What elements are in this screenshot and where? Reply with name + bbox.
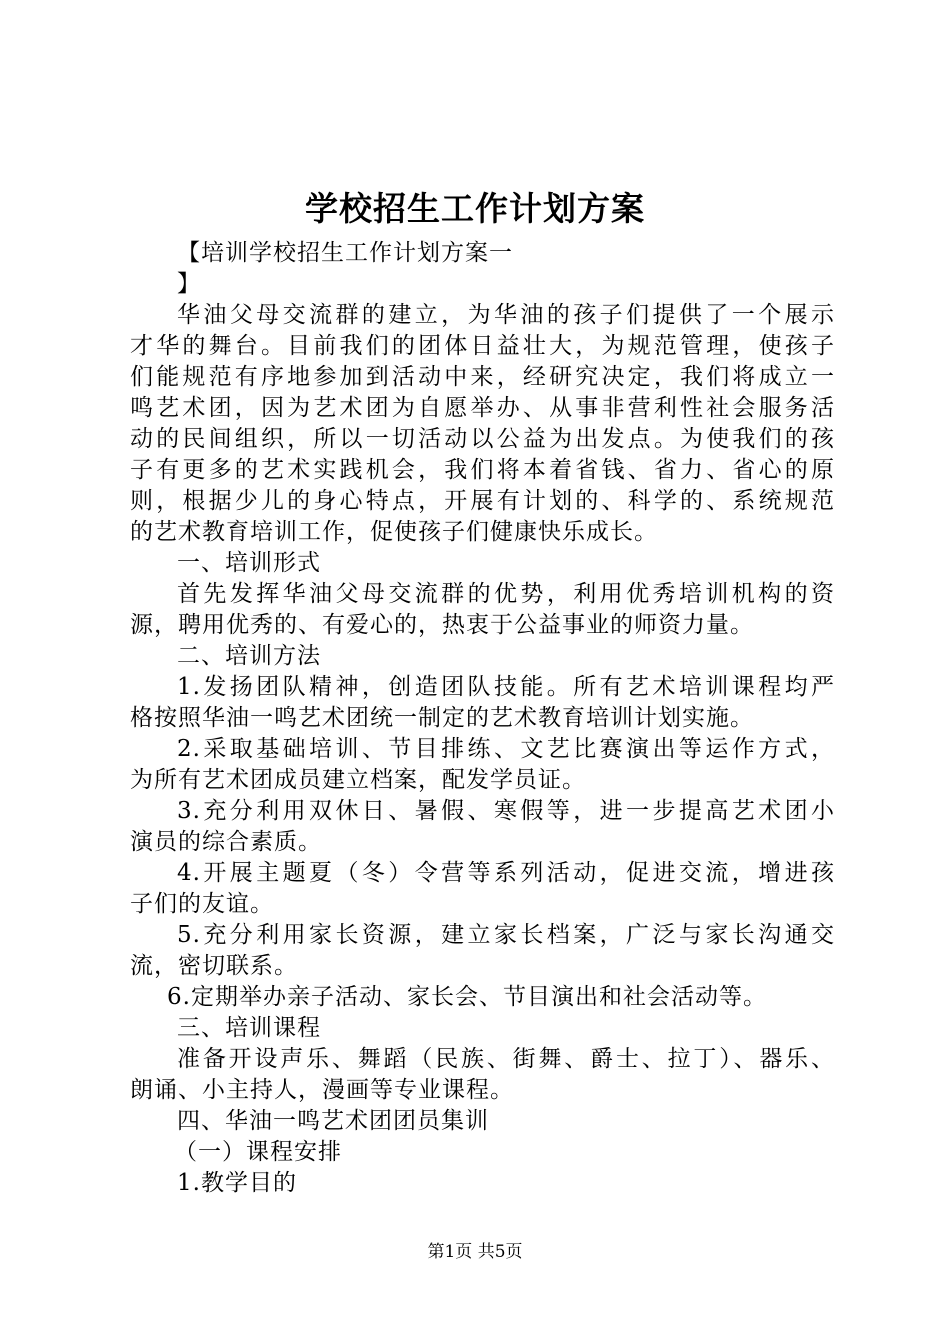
document-title: 学校招生工作计划方案 xyxy=(305,189,645,228)
text-line: 的艺术教育培训工作，促使孩子们健康快乐成长。 xyxy=(130,519,658,545)
text-line: 子有更多的艺术实践机会，我们将本着省钱、省力、省心的原 xyxy=(130,457,835,483)
page-footer: 第1页 共5页 xyxy=(427,1242,523,1262)
text-line: 为所有艺术团成员建立档案，配发学员证。 xyxy=(130,767,586,793)
text-line: 3.充分利用双休日、暑假、寒假等，进一步提高艺术团小 xyxy=(177,798,835,824)
text-line: 三、培训课程 xyxy=(177,1015,321,1041)
text-line: 子们的友谊。 xyxy=(130,891,274,917)
text-line: 1.教学目的 xyxy=(177,1170,297,1196)
text-line: （一）课程安排 xyxy=(174,1139,342,1165)
text-line: 首先发挥华油父母交流群的优势，利用优秀培训机构的资 xyxy=(177,581,835,607)
text-line: 四、华油一鸣艺术团团员集训 xyxy=(177,1108,489,1134)
text-line: 源，聘用优秀的、有爱心的，热衷于公益事业的师资力量。 xyxy=(130,612,754,638)
text-line: 】 xyxy=(177,271,201,297)
document-body xyxy=(130,238,835,1199)
text-line: 才华的舞台。目前我们的团体日益壮大，为规范管理，使孩子 xyxy=(130,333,835,359)
text-line: 准备开设声乐、舞蹈（民族、街舞、爵士、拉丁）、器乐、 xyxy=(177,1046,835,1072)
text-line: 朗诵、小主持人，漫画等专业课程。 xyxy=(130,1077,514,1103)
text-line: 【培训学校招生工作计划方案一 xyxy=(177,240,513,266)
text-line: 一、培训形式 xyxy=(177,550,321,576)
text-line: 华油父母交流群的建立，为华油的孩子们提供了一个展示 xyxy=(177,302,835,328)
text-line: 6.定期举办亲子活动、家长会、节目演出和社会活动等。 xyxy=(167,984,767,1010)
text-line: 4.开展主题夏（冬）令营等系列活动，促进交流，增进孩 xyxy=(177,860,835,886)
text-line: 格按照华油一鸣艺术团统一制定的艺术教育培训计划实施。 xyxy=(130,705,754,731)
text-line: 则，根据少儿的身心特点，开展有计划的、科学的、系统规范 xyxy=(130,488,835,514)
text-line: 流，密切联系。 xyxy=(130,953,298,979)
text-line: 鸣艺术团，因为艺术团为自愿举办、从事非营利性社会服务活 xyxy=(130,395,835,421)
text-line: 二、培训方法 xyxy=(177,643,321,669)
text-line: 1.发扬团队精神，创造团队技能。所有艺术培训课程均严 xyxy=(177,674,835,700)
text-line: 2.采取基础培训、节目排练、文艺比赛演出等运作方式， xyxy=(177,736,835,762)
text-line: 演员的综合素质。 xyxy=(130,829,322,855)
text-line: 5.充分利用家长资源，建立家长档案，广泛与家长沟通交 xyxy=(177,922,835,948)
text-line: 动的民间组织，所以一切活动以公益为出发点。为使我们的孩 xyxy=(130,426,835,452)
text-line: 们能规范有序地参加到活动中来，经研究决定，我们将成立一 xyxy=(130,364,835,390)
